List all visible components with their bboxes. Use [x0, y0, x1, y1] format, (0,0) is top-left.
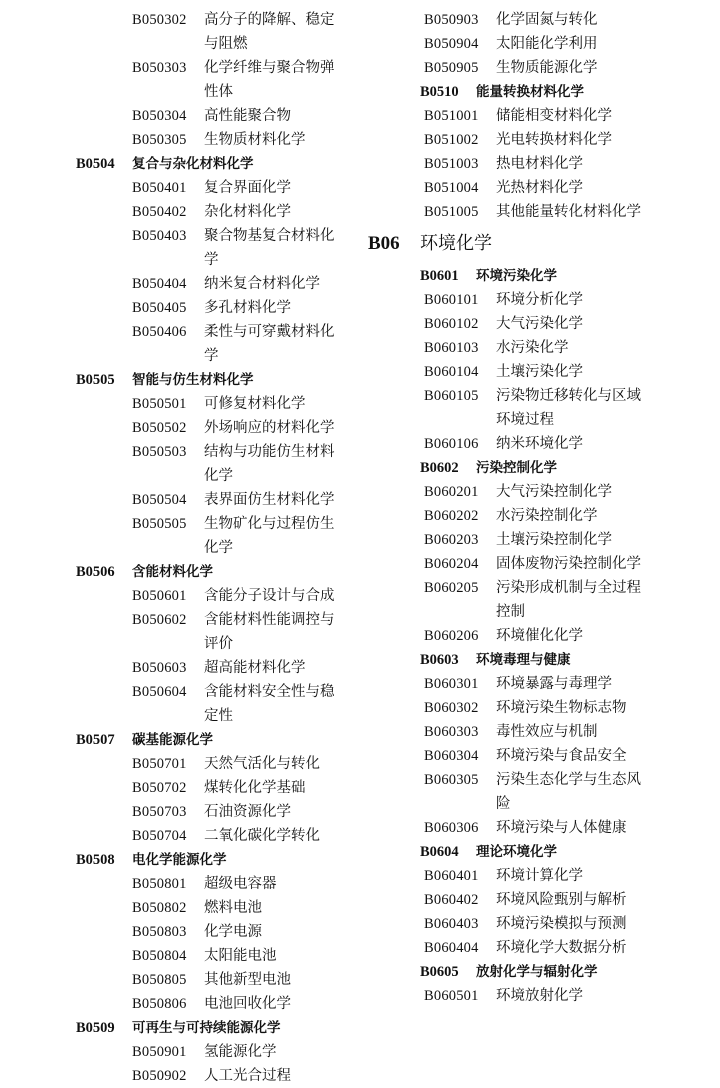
code-entry	[424, 816, 708, 840]
entry-name: 固体废物污染控制化学	[496, 556, 641, 572]
entry-name: 智能与仿生材料化学	[132, 372, 254, 388]
code-entry	[132, 968, 356, 992]
entry-name: 纳米环境化学	[496, 436, 583, 452]
code-entry	[132, 824, 356, 848]
entry-code: B060104	[424, 364, 479, 380]
entry-code: B050802	[132, 900, 187, 916]
code-entry	[132, 512, 356, 560]
entry-code: B050804	[132, 948, 187, 964]
entry-name: 可再生与可持续能源化学	[132, 1020, 281, 1036]
entry-code: B050604	[132, 684, 187, 700]
entry-code: B050902	[132, 1068, 187, 1084]
code-entry	[132, 128, 356, 152]
entry-name: 大气污染控制化学	[496, 484, 612, 500]
code-entry	[424, 200, 708, 224]
code-entry	[424, 480, 708, 504]
entry-name: 化学纤维与聚合物弹性体	[204, 60, 335, 100]
entry-name: 燃料电池	[204, 900, 262, 916]
entry-name: 可修复材料化学	[204, 396, 306, 412]
entry-code: B060201	[424, 484, 479, 500]
entry-name: 污染控制化学	[476, 460, 557, 476]
code-entry	[132, 296, 356, 320]
entry-name: 超高能材料化学	[204, 660, 306, 676]
entry-name: 含能材料化学	[132, 564, 213, 580]
entry-name: 结构与功能仿生材料化学	[204, 444, 335, 484]
entry-code: B050305	[132, 132, 187, 148]
entry-code: B060404	[424, 940, 479, 956]
code-entry	[424, 176, 708, 200]
entry-name: 杂化材料化学	[204, 204, 291, 220]
code-entry	[132, 944, 356, 968]
entry-code: B060501	[424, 988, 479, 1004]
entry-name: 碳基能源化学	[132, 732, 213, 748]
entry-name: 人工光合过程	[204, 1068, 291, 1084]
entry-code: B060303	[424, 724, 479, 740]
entry-name: 生物质材料化学	[204, 132, 306, 148]
entry-name: 化学固氮与转化	[496, 12, 598, 28]
entry-name: 污染形成机制与全过程控制	[496, 580, 641, 620]
entry-name: 生物质能源化学	[496, 60, 598, 76]
entry-name: 环境污染模拟与预测	[496, 916, 627, 932]
entry-name: 煤转化化学基础	[204, 780, 306, 796]
entry-code: B06	[368, 233, 400, 254]
right-column	[368, 8, 708, 1008]
entry-code: B050806	[132, 996, 187, 1012]
entry-code: B050603	[132, 660, 187, 676]
entry-code: B060105	[424, 388, 479, 404]
entry-code: B050904	[424, 36, 479, 52]
entry-name: 环境计算化学	[496, 868, 583, 884]
entry-name: 外场响应的材料化学	[204, 420, 335, 436]
entry-code: B0604	[420, 844, 459, 860]
code-entry	[132, 872, 356, 896]
entry-name: 环境污染生物标志物	[496, 700, 627, 716]
entry-code: B060205	[424, 580, 479, 596]
subcategory-heading	[76, 728, 356, 752]
entry-code: B0510	[420, 84, 459, 100]
entry-name: 热电材料化学	[496, 156, 583, 172]
entry-code: B050503	[132, 444, 187, 460]
code-entry	[132, 680, 356, 728]
code-entry	[424, 8, 708, 32]
entry-code: B050803	[132, 924, 187, 940]
entry-code: B051003	[424, 156, 479, 172]
entry-name: 超级电容器	[204, 876, 277, 892]
entry-code: B0605	[420, 964, 459, 980]
entry-name: 环境污染化学	[476, 268, 557, 284]
entry-code: B050505	[132, 516, 187, 532]
code-entry	[132, 752, 356, 776]
code-entry	[132, 776, 356, 800]
entry-name: 水污染化学	[496, 340, 569, 356]
code-entry	[424, 624, 708, 648]
entry-code: B0509	[76, 1020, 115, 1036]
subcategory-heading	[76, 152, 356, 176]
entry-name: 多孔材料化学	[204, 300, 291, 316]
entry-code: B060402	[424, 892, 479, 908]
entry-name: 环境催化化学	[496, 628, 583, 644]
entry-code: B051001	[424, 108, 479, 124]
entry-name: 含能分子设计与合成	[204, 588, 335, 604]
entry-code: B060101	[424, 292, 479, 308]
entry-code: B060203	[424, 532, 479, 548]
entry-code: B050502	[132, 420, 187, 436]
code-entry	[424, 336, 708, 360]
entry-code: B050704	[132, 828, 187, 844]
entry-code: B060301	[424, 676, 479, 692]
entry-code: B060103	[424, 340, 479, 356]
entry-name: 污染生态化学与生态风险	[496, 772, 641, 812]
entry-name: 光热材料化学	[496, 180, 583, 196]
code-entry	[424, 888, 708, 912]
entry-name: 高分子的降解、稳定与阻燃	[204, 12, 335, 52]
entry-name: 环境污染与食品安全	[496, 748, 627, 764]
code-entry	[132, 440, 356, 488]
entry-name: 环境风险甄别与解析	[496, 892, 627, 908]
entry-name: 其他新型电池	[204, 972, 291, 988]
code-entry	[424, 32, 708, 56]
code-entry	[424, 720, 708, 744]
code-entry	[424, 864, 708, 888]
entry-name: 聚合物基复合材料化学	[204, 228, 335, 268]
entry-code: B060401	[424, 868, 479, 884]
entry-name: 污染物迁移转化与区域环境过程	[496, 388, 641, 428]
entry-code: B050402	[132, 204, 187, 220]
code-entry	[424, 768, 708, 816]
code-entry	[424, 56, 708, 80]
entry-name: 环境污染与人体健康	[496, 820, 627, 836]
entry-name: 太阳能电池	[204, 948, 277, 964]
code-entry	[132, 104, 356, 128]
entry-code: B050702	[132, 780, 187, 796]
code-entry	[424, 360, 708, 384]
code-entry	[424, 576, 708, 624]
entry-name: 生物矿化与过程仿生化学	[204, 516, 335, 556]
entry-name: 水污染控制化学	[496, 508, 598, 524]
entry-code: B050905	[424, 60, 479, 76]
entry-name: 土壤污染控制化学	[496, 532, 612, 548]
entry-name: 含能材料安全性与稳定性	[204, 684, 335, 724]
entry-code: B051002	[424, 132, 479, 148]
entry-name: 储能相变材料化学	[496, 108, 612, 124]
entry-name: 二氧化碳化学转化	[204, 828, 320, 844]
entry-name: 太阳能化学利用	[496, 36, 598, 52]
entry-code: B0601	[420, 268, 459, 284]
entry-name: 石油资源化学	[204, 804, 291, 820]
code-entry	[424, 912, 708, 936]
code-entry	[424, 672, 708, 696]
code-entry	[132, 608, 356, 656]
category-heading	[368, 224, 708, 264]
entry-code: B051005	[424, 204, 479, 220]
entry-name: 电化学能源化学	[132, 852, 227, 868]
subcategory-heading	[420, 960, 708, 984]
code-entry	[424, 984, 708, 1008]
entry-code: B0506	[76, 564, 115, 580]
entry-code: B050701	[132, 756, 187, 772]
entry-name: 高性能聚合物	[204, 108, 291, 124]
entry-code: B060403	[424, 916, 479, 932]
subcategory-heading	[420, 456, 708, 480]
code-entry	[424, 128, 708, 152]
entry-name: 光电转换材料化学	[496, 132, 612, 148]
code-entry	[132, 224, 356, 272]
subcategory-heading	[76, 560, 356, 584]
code-entry	[132, 176, 356, 200]
entry-name: 天然气活化与转化	[204, 756, 320, 772]
entry-name: 土壤污染化学	[496, 364, 583, 380]
subcategory-heading	[420, 264, 708, 288]
code-entry	[132, 488, 356, 512]
entry-name: 环境放射化学	[496, 988, 583, 1004]
entry-name: 环境分析化学	[496, 292, 583, 308]
entry-code: B060302	[424, 700, 479, 716]
code-entry	[132, 56, 356, 104]
entry-code: B0602	[420, 460, 459, 476]
subcategory-heading	[76, 848, 356, 872]
entry-name: 表界面仿生材料化学	[204, 492, 335, 508]
subcategory-heading	[420, 648, 708, 672]
entry-code: B050504	[132, 492, 187, 508]
entry-code: B050303	[132, 60, 187, 76]
entry-code: B050405	[132, 300, 187, 316]
entry-code: B050401	[132, 180, 187, 196]
code-entry	[424, 696, 708, 720]
code-entry	[424, 552, 708, 576]
entry-code: B050901	[132, 1044, 187, 1060]
entry-code: B050601	[132, 588, 187, 604]
entry-code: B050304	[132, 108, 187, 124]
entry-code: B060305	[424, 772, 479, 788]
code-entry	[424, 384, 708, 432]
code-entry	[132, 1064, 356, 1088]
entry-code: B050404	[132, 276, 187, 292]
entry-name: 柔性与可穿戴材料化学	[204, 324, 335, 364]
entry-name: 环境化学	[420, 233, 492, 254]
entry-code: B050403	[132, 228, 187, 244]
entry-code: B060306	[424, 820, 479, 836]
code-entry	[132, 392, 356, 416]
entry-name: 环境暴露与毒理学	[496, 676, 612, 692]
code-entry	[132, 8, 356, 56]
entry-name: 能量转换材料化学	[476, 84, 584, 100]
entry-name: 放射化学与辐射化学	[476, 964, 598, 980]
code-entry	[424, 528, 708, 552]
entry-code: B050501	[132, 396, 187, 412]
code-entry	[132, 320, 356, 368]
code-entry	[132, 416, 356, 440]
code-entry	[424, 104, 708, 128]
subcategory-heading	[76, 368, 356, 392]
entry-name: 化学电源	[204, 924, 262, 940]
code-entry	[424, 504, 708, 528]
entry-name: 电池回收化学	[204, 996, 291, 1012]
entry-name: 毒性效应与机制	[496, 724, 598, 740]
entry-code: B050602	[132, 612, 187, 628]
entry-name: 氢能源化学	[204, 1044, 277, 1060]
entry-name: 其他能量转化材料化学	[496, 204, 641, 220]
entry-code: B050903	[424, 12, 479, 28]
entry-code: B0504	[76, 156, 115, 172]
entry-code: B050703	[132, 804, 187, 820]
entry-code: B060102	[424, 316, 479, 332]
entry-code: B051004	[424, 180, 479, 196]
code-entry	[132, 920, 356, 944]
entry-name: 含能材料性能调控与评价	[204, 612, 335, 652]
code-entry	[132, 800, 356, 824]
entry-code: B050805	[132, 972, 187, 988]
code-entry	[424, 152, 708, 176]
entry-code: B050302	[132, 12, 187, 28]
code-entry	[132, 992, 356, 1016]
entry-name: 复合与杂化材料化学	[132, 156, 254, 172]
entry-code: B060204	[424, 556, 479, 572]
entry-code: B060202	[424, 508, 479, 524]
entry-code: B0508	[76, 852, 115, 868]
entry-name: 复合界面化学	[204, 180, 291, 196]
subcategory-heading	[420, 840, 708, 864]
entry-code: B060106	[424, 436, 479, 452]
code-entry	[132, 272, 356, 296]
code-entry	[424, 288, 708, 312]
code-entry	[132, 584, 356, 608]
entry-code: B060304	[424, 748, 479, 764]
entry-name: 环境化学大数据分析	[496, 940, 627, 956]
entry-code: B0507	[76, 732, 115, 748]
code-entry	[424, 936, 708, 960]
entry-code: B0603	[420, 652, 459, 668]
code-entry	[424, 432, 708, 456]
code-entry	[132, 200, 356, 224]
entry-name: 纳米复合材料化学	[204, 276, 320, 292]
code-entry	[132, 896, 356, 920]
entry-code: B050801	[132, 876, 187, 892]
code-entry	[132, 1040, 356, 1064]
code-entry	[132, 656, 356, 680]
entry-name: 理论环境化学	[476, 844, 557, 860]
entry-code: B050406	[132, 324, 187, 340]
code-entry	[424, 312, 708, 336]
entry-code: B0505	[76, 372, 115, 388]
entry-name: 大气污染化学	[496, 316, 583, 332]
entry-code: B060206	[424, 628, 479, 644]
entry-name: 环境毒理与健康	[476, 652, 571, 668]
left-column	[76, 8, 356, 1088]
subcategory-heading	[76, 1016, 356, 1040]
code-entry	[424, 744, 708, 768]
subcategory-heading	[420, 80, 708, 104]
